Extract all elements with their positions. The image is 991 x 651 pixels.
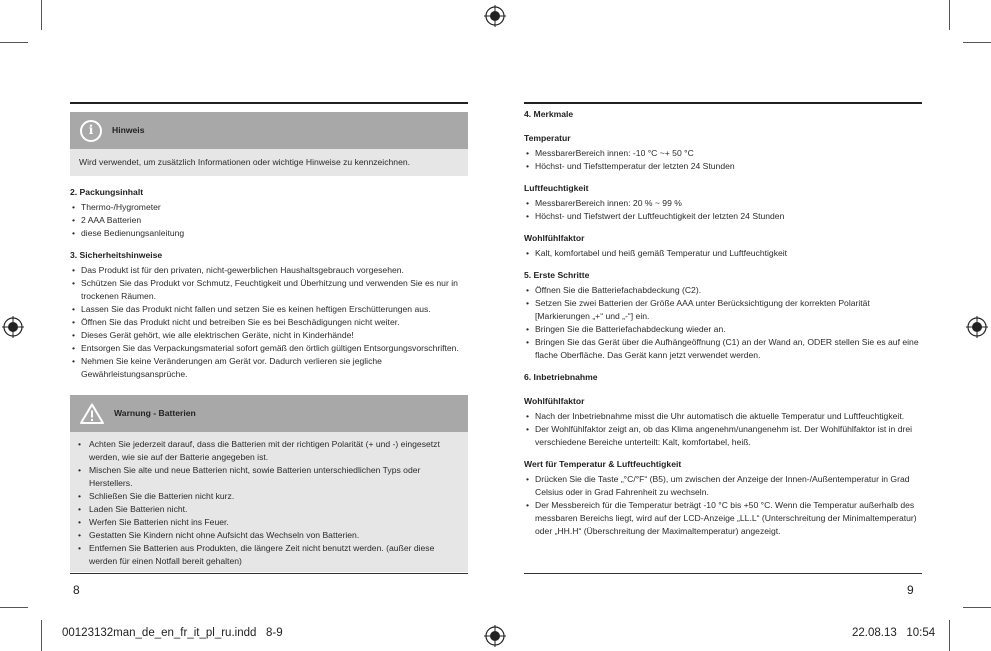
list-item: • 2 AAA Batterien xyxy=(70,214,468,227)
list-item: • Höchst- und Tiefstwert der Luftfeuchtigkeit der letzten 24 Stunden xyxy=(524,210,922,223)
warning-box-body xyxy=(70,432,468,572)
list-item: • Öffnen Sie das Produkt nicht und betreiben Sie es bei Beschädigungen nicht weiter. xyxy=(70,316,468,329)
registration-mark-icon xyxy=(484,625,506,647)
section-title: 6. Inbetriebnahme xyxy=(524,372,598,382)
page-number-right: 9 xyxy=(907,583,914,597)
list-item: • Setzen Sie zwei Batterien der Größe AAA unter Berücksichtigung der korrekten Polarität [Markierungen „+“ und „-“] ein. xyxy=(524,297,922,323)
list-item: • Entsorgen Sie das Verpackungsmaterial sofort gemäß den örtlich gültigen Entsorgungsvorschriften. xyxy=(70,342,468,355)
list-item: • Der Wohlfühlfaktor zeigt an, ob das Klima angenehm/unangenehm ist. Der Wohlfühlfaktor ist in drei verschiedene Bereiche unterteilt: Kalt, komfortabel, heiß. xyxy=(524,423,922,449)
list-item: • Das Produkt ist für den privaten, nicht-gewerblichen Haushaltsgebrauch vorgesehen. xyxy=(70,264,468,277)
right-page xyxy=(524,108,922,538)
bottom-rule-right xyxy=(524,573,922,574)
list-item: • Mischen Sie alte und neue Batterien nicht, sowie Batterien unterschiedlichen Typs oder Herstellers. xyxy=(70,464,464,490)
section-title: Temperatur xyxy=(524,133,571,143)
list-item: • Entfernen Sie Batterien aus Produkten, die längere Zeit nicht benutzt werden. (außer diese werden für einen Notfall bereit gehalten) xyxy=(70,542,464,568)
top-rule-left xyxy=(70,102,468,104)
list-item: • Öffnen Sie die Batteriefachabdeckung (C2). xyxy=(524,284,922,297)
list-item: • Achten Sie jederzeit darauf, dass die Batterien mit der richtigen Polarität (+ und -) eingesetzt werden, wie sie auf der Batterie angegeben ist. xyxy=(70,438,464,464)
registration-mark-icon xyxy=(484,5,506,27)
info-box-text: Wird verwendet, um zusätzlich Informationen oder wichtige Hinweise zu kennzeichnen. xyxy=(70,149,468,176)
bottom-rule-left xyxy=(70,573,468,574)
registration-mark-icon xyxy=(966,316,988,338)
list-item: • Schließen Sie die Batterien nicht kurz. xyxy=(70,490,464,503)
info-box-header xyxy=(70,112,468,149)
info-box-title: Hinweis xyxy=(112,125,145,135)
section-title: Luftfeuchtigkeit xyxy=(524,183,589,193)
info-box xyxy=(70,112,468,176)
list-item: • diese Bedienungsanleitung xyxy=(70,227,468,240)
section-title: Wohlfühlfaktor xyxy=(524,396,585,406)
info-icon: i xyxy=(80,120,102,142)
warning-box xyxy=(70,395,468,572)
bullet-list xyxy=(524,147,922,173)
crop-mark xyxy=(949,620,950,651)
list-item: • Thermo-/Hygrometer xyxy=(70,201,468,214)
section-title: 3. Sicherheitshinweise xyxy=(70,250,163,260)
section-title: 2. Packungsinhalt xyxy=(70,187,144,197)
list-item: • Drücken Sie die Taste „°C/°F“ (B5), um zwischen der Anzeige der Innen-/Außentemperatur in Grad Celsius oder in Grad Fahrenheit zu wechseln. xyxy=(524,473,922,499)
crop-mark xyxy=(949,0,950,30)
list-item: • MessbarerBereich innen: -10 °C ~+ 50 °C xyxy=(524,147,922,160)
list-item: • Bringen Sie die Batteriefachabdeckung wieder an. xyxy=(524,323,922,336)
bullet-list xyxy=(524,473,922,538)
list-item: • Laden Sie Batterien nicht. xyxy=(70,503,464,516)
warning-box-header xyxy=(70,395,468,432)
section-title: 5. Erste Schritte xyxy=(524,270,590,280)
bullet-list xyxy=(524,284,922,362)
list-item: • Nach der Inbetriebnahme misst die Uhr automatisch die aktuelle Temperatur und Luftfeuchtigkeit. xyxy=(524,410,922,423)
section-title: 4. Merkmale xyxy=(524,109,574,119)
crop-mark xyxy=(0,42,28,43)
crop-mark xyxy=(41,620,42,651)
list-item: • Gestatten Sie Kindern nicht ohne Aufsicht das Wechseln von Batterien. xyxy=(70,529,464,542)
list-item: • Kalt, komfortabel und heiß gemäß Temperatur und Luftfeuchtigkeit xyxy=(524,247,922,260)
list-item: • Dieses Gerät gehört, wie alle elektrischen Geräte, nicht in Kinderhände! xyxy=(70,329,468,342)
list-item: • Nehmen Sie keine Veränderungen am Gerät vor. Dadurch verlieren sie jegliche Gewährleistungsansprüche. xyxy=(70,355,468,381)
bullet-list xyxy=(70,264,468,381)
print-date-time: 22.08.13 10:54 xyxy=(852,627,936,639)
bullet-list xyxy=(70,438,464,568)
bullet-list xyxy=(70,201,468,240)
list-item: • Höchst- und Tiefsttemperatur der letzten 24 Stunden xyxy=(524,160,922,173)
list-item: • Bringen Sie das Gerät über die Aufhängeöffnung (C1) an der Wand an, ODER stellen Sie es auf eine flache Oberfläche. Das Gerät kann jetzt verwendet werden. xyxy=(524,336,922,362)
section-title: Wert für Temperatur & Luftfeuchtigkeit xyxy=(524,459,682,469)
registration-mark-icon xyxy=(2,316,24,338)
bullet-list xyxy=(524,197,922,223)
warning-triangle-icon xyxy=(80,403,104,424)
list-item: • Werfen Sie Batterien nicht ins Feuer. xyxy=(70,516,464,529)
top-rule-right xyxy=(524,102,922,104)
bullet-list xyxy=(524,247,922,260)
crop-mark xyxy=(963,42,991,43)
list-item: • Lassen Sie das Produkt nicht fallen und setzen Sie es keinen heftigen Erschütterungen aus. xyxy=(70,303,468,316)
warning-box-title: Warnung - Batterien xyxy=(114,408,196,418)
crop-mark xyxy=(41,0,42,30)
file-name: 00123132man_de_en_fr_it_pl_ru.indd 8-9 xyxy=(62,627,283,639)
bullet-list xyxy=(524,410,922,449)
crop-mark xyxy=(963,607,991,608)
list-item: • MessbarerBereich innen: 20 % ~ 99 % xyxy=(524,197,922,210)
crop-mark xyxy=(0,607,28,608)
page-number-left: 8 xyxy=(73,583,80,597)
section-title: Wohlfühlfaktor xyxy=(524,233,585,243)
list-item: • Schützen Sie das Produkt vor Schmutz, Feuchtigkeit und Überhitzung und verwenden Sie es nur in trockenen Räumen. xyxy=(70,277,468,303)
left-page xyxy=(70,112,468,572)
list-item: • Der Messbereich für die Temperatur beträgt -10 °C bis +50 °C. Wenn die Temperatur außerhalb des messbaren Bereichs liegt, wird auf der LCD-Anzeige „LL.L“ (Unterschreitung der Minimaltemperatur) oder „HH.H“ (Überschreitung der Maximaltemperatur) angezeigt. xyxy=(524,499,922,538)
